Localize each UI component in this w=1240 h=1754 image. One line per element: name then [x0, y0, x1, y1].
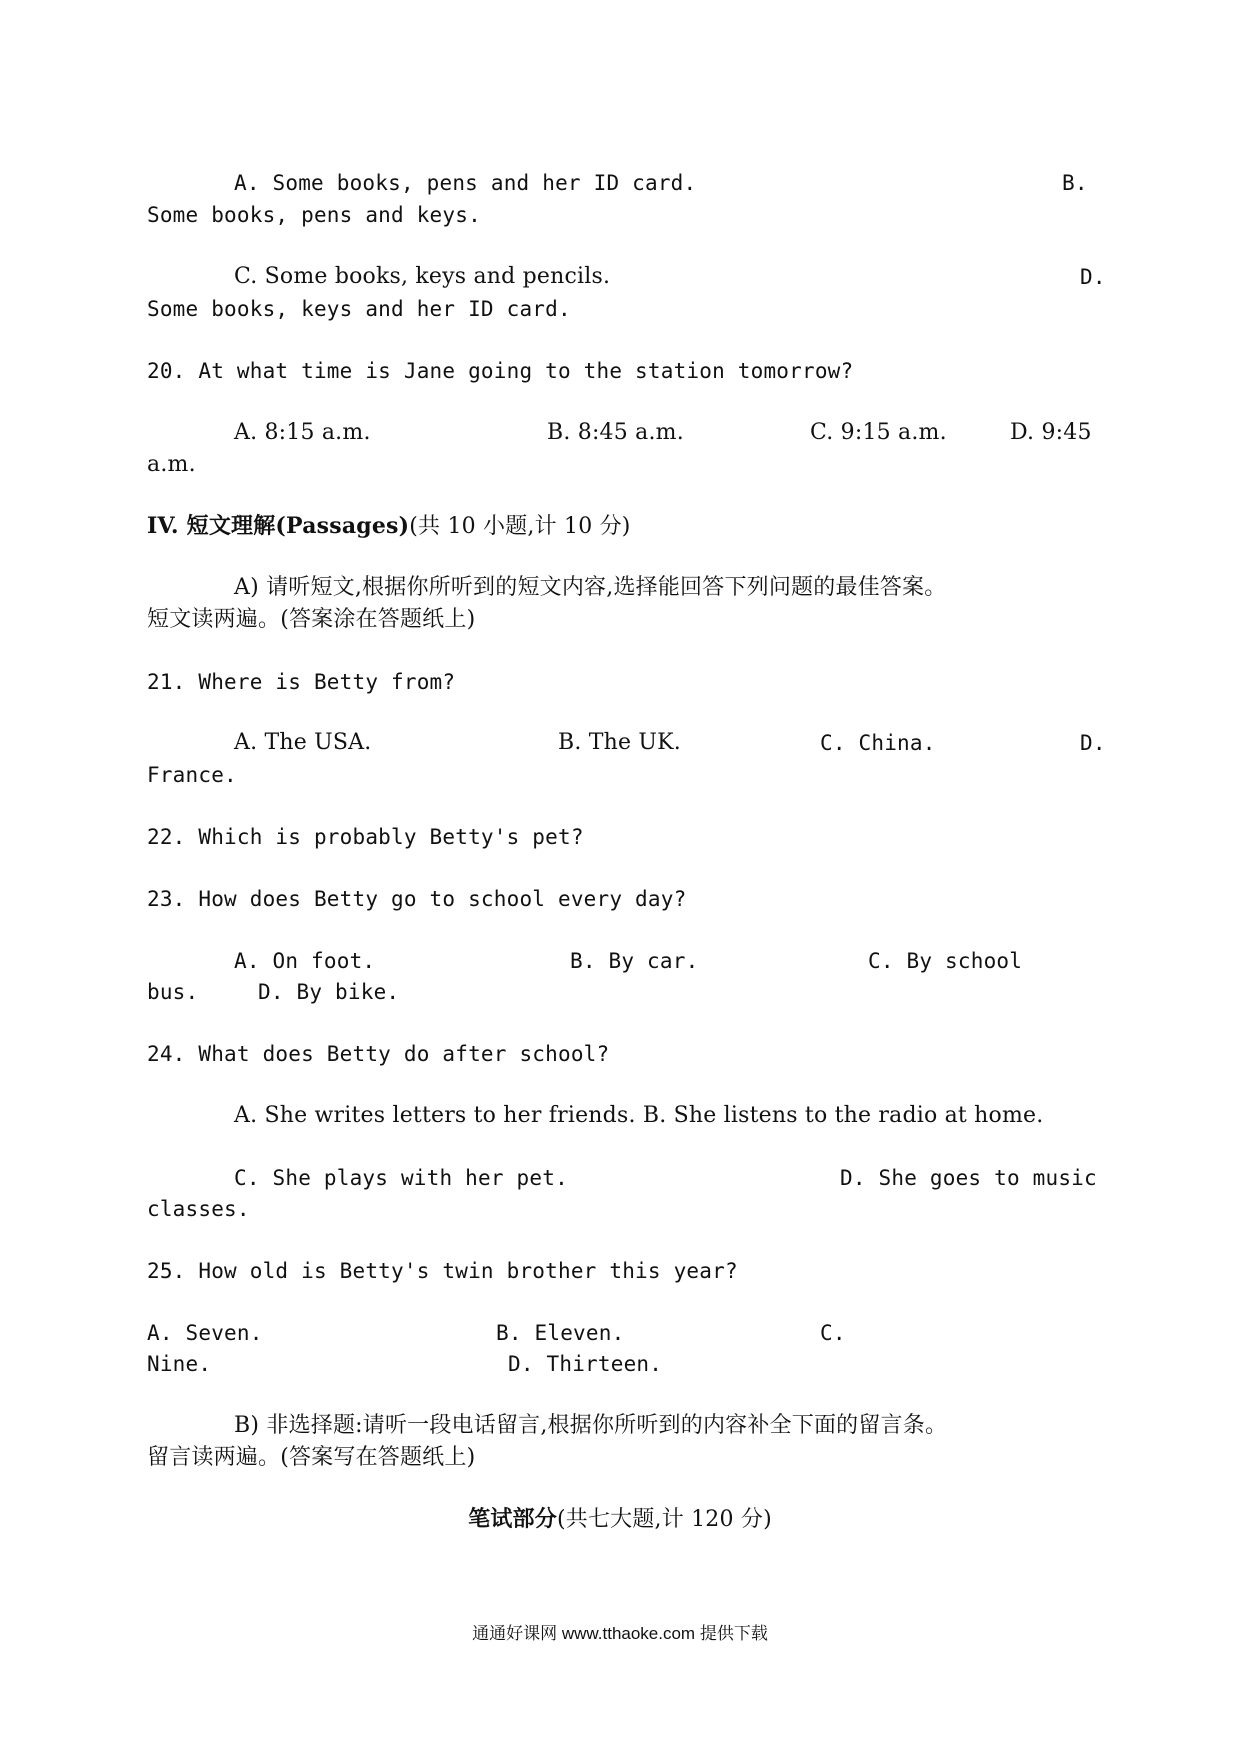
q20-option-c: C. 9:15 a.m. [810, 420, 947, 445]
q23-option-c: C. By school [868, 949, 1023, 973]
q19-option-c: C. Some books, keys and pencils. [234, 264, 611, 289]
section-iv-heading-rest: (共 10 小题,计 10 分) [409, 514, 631, 539]
q19-option-d-label: D. [1080, 265, 1106, 289]
q25-option-b: B. Eleven. [496, 1321, 625, 1345]
q24-options-ab: A. She writes letters to her friends. B. She listens to the radio at home. [234, 1103, 1044, 1128]
q23-option-a: A. On foot. [234, 949, 376, 973]
q19-option-b-label: B. [1062, 171, 1088, 195]
q20-option-d-wrap: a.m. [147, 452, 196, 477]
written-part-title-bold: 笔试部分 [468, 1506, 557, 1532]
q24-question: 24. What does Betty do after school? [147, 1042, 610, 1066]
written-part-title-rest: (共七大题,计 120 分) [556, 1507, 772, 1532]
section-b-instruction-line1: B) 非选择题:请听一段电话留言,根据你所听到的内容补全下面的留言条。 [234, 1413, 948, 1438]
q22-question: 22. Which is probably Betty's pet? [147, 825, 584, 849]
q25-option-d: D. Thirteen. [508, 1352, 663, 1376]
q23-option-d: D. By bike. [258, 980, 400, 1004]
section-b-instruction-line2: 留言读两遍。(答案写在答题纸上) [147, 1445, 476, 1470]
q24-option-c: C. She plays with her pet. [234, 1166, 568, 1190]
q19-option-b-text: Some books, pens and keys. [147, 203, 481, 227]
written-part-title [0, 1504, 1240, 1535]
q21-option-d-text: France. [147, 763, 237, 787]
q24-option-d: D. She goes to music [840, 1166, 1097, 1190]
q21-option-d-label: D. [1080, 731, 1106, 755]
q23-option-c-wrap: bus. [147, 980, 199, 1004]
q25-option-a: A. Seven. [147, 1321, 263, 1345]
q25-option-c-label: C. [820, 1321, 846, 1345]
section-a-instruction-line2: 短文读两遍。(答案涂在答题纸上) [147, 607, 476, 632]
q23-option-b: B. By car. [570, 949, 699, 973]
q21-option-a: A. The USA. [234, 730, 372, 755]
section-a-instruction-line1: A) 请听短文,根据你所听到的短文内容,选择能回答下列问题的最佳答案。 [234, 575, 947, 600]
page-footer: 通通好课网 www.tthaoke.com 提供下载 [472, 1624, 768, 1643]
q21-option-c: C. China. [820, 731, 936, 755]
q24-option-d-wrap: classes. [147, 1197, 250, 1221]
q25-question: 25. How old is Betty's twin brother this year? [147, 1259, 738, 1283]
q19-option-d-text: Some books, keys and her ID card. [147, 297, 571, 321]
section-iv-heading [147, 511, 631, 542]
q20-question: 20. At what time is Jane going to the station tomorrow? [147, 359, 854, 383]
q20-option-a: A. 8:15 a.m. [234, 420, 371, 445]
q20-option-d: D. 9:45 [1010, 420, 1092, 445]
q19-option-a: A. Some books, pens and her ID card. [234, 171, 697, 195]
q25-option-c-text: Nine. [147, 1352, 212, 1376]
q21-question: 21. Where is Betty from? [147, 670, 456, 694]
q20-option-b: B. 8:45 a.m. [547, 420, 684, 445]
q21-option-b: B. The UK. [558, 730, 681, 755]
section-iv-heading-bold: IV. 短文理解(Passages) [147, 513, 410, 539]
q23-question: 23. How does Betty go to school every day? [147, 887, 687, 911]
